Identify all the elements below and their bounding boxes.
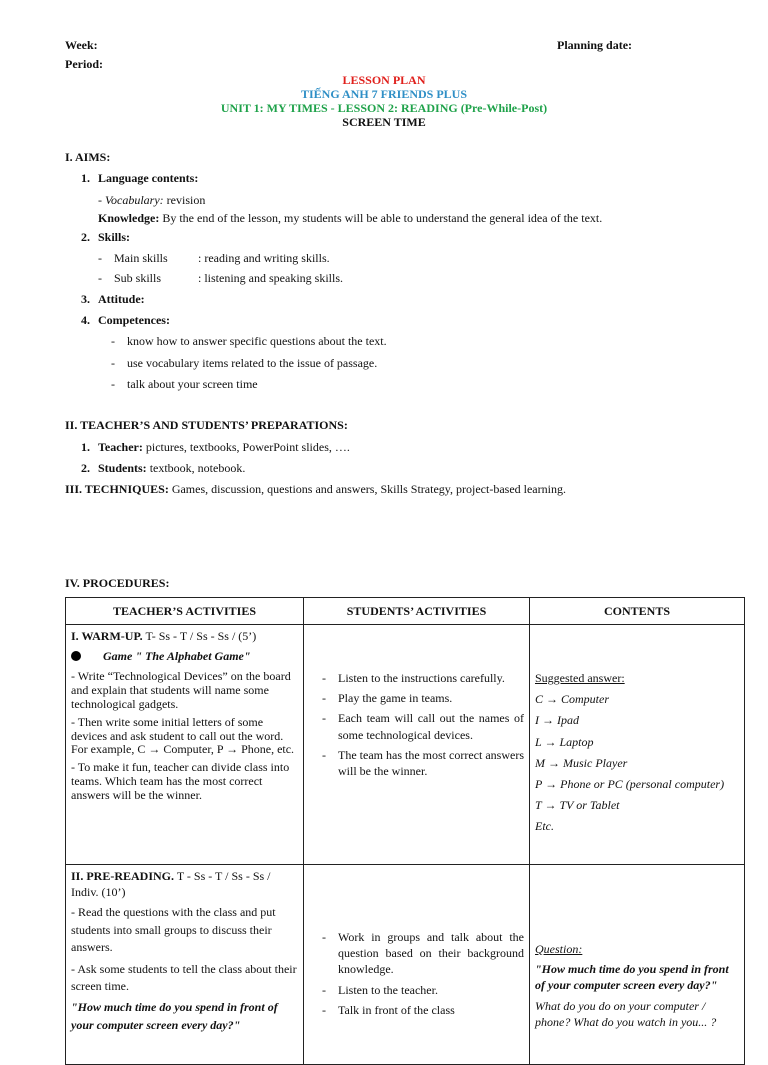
- bullet-icon: [71, 651, 81, 661]
- topic-title: SCREEN TIME: [342, 115, 426, 129]
- list-item: - Listen to the teacher.: [322, 982, 438, 997]
- aims-item-attitude: 3. Attitude:: [81, 292, 145, 306]
- column-header-students: STUDENTS’ ACTIVITIES: [304, 598, 530, 625]
- list-item: - The team has the most correct answers will be the winner.: [322, 747, 524, 778]
- warmup-title: I. WARM-UP. T- Ss - T / Ss - Ss / (5’): [71, 629, 257, 643]
- skill-main: - Main skills : reading and writing skills.: [98, 251, 330, 265]
- prereading-teacher-question: "How much time do you spend in front of your computer screen every day?": [71, 1000, 278, 1032]
- list-item: - Each team will call out the names of some technological devices.: [322, 711, 524, 742]
- answer-item: C → Computer: [535, 692, 610, 707]
- warmup-teacher-step: - Write “Technological Devices” on the board and explain that students will name some technological gadgets.: [71, 669, 291, 711]
- prereading-teacher-cell: [66, 865, 304, 1065]
- warmup-teacher-cell: [66, 625, 304, 865]
- answer-item: P → Phone or PC (personal computer): [535, 776, 725, 791]
- skill-sub: - Sub skills : listening and speaking skills.: [98, 271, 343, 285]
- preparations-heading: II. TEACHER’S AND STUDENTS’ PREPARATIONS:: [65, 418, 348, 432]
- unit-title: UNIT 1: MY TIMES - LESSON 2: READING (Pre-While-Post): [220, 101, 548, 115]
- procedures-table: [65, 597, 745, 1065]
- warmup-teacher-step: - Then write some initial letters of some devices and ask student to call out the word. For example, C → Computer, P → Phone, etc.: [71, 714, 295, 757]
- warmup-contents-cell: [530, 625, 745, 865]
- prep-students: 2. Students: textbook, notebook.: [81, 461, 246, 475]
- competence-item: - use vocabulary items related to the issue of passage.: [111, 356, 378, 370]
- suggested-answer-label: Suggested answer:: [535, 671, 625, 685]
- aims-item-language: 1. Language contents:: [81, 171, 199, 185]
- vocabulary-line: - Vocabulary: revision: [98, 193, 206, 207]
- question-label: Question:: [535, 942, 583, 956]
- warmup-game: Game " The Alphabet Game": [71, 648, 298, 664]
- period-label: Period:: [65, 57, 103, 71]
- prep-teacher: 1. Teacher: pictures, textbooks, PowerPoint slides, ….: [81, 440, 350, 454]
- list-item: - Work in groups and talk about the question based on their background knowledge.: [322, 930, 524, 977]
- knowledge-line: Knowledge: By the end of the lesson, my students will be able to understand the general idea of the text.: [98, 211, 603, 225]
- answer-item: I → Ipad: [535, 713, 579, 728]
- list-item: - Talk in front of the class: [322, 1002, 455, 1017]
- course-title: TIẾNG ANH 7 FRIENDS PLUS: [300, 87, 468, 101]
- prereading-teacher-step: - Read the questions with the class and put students into small groups to discuss their answers.: [71, 905, 276, 955]
- prereading-students-cell: [304, 865, 530, 1065]
- aims-heading: I. AIMS:: [65, 150, 111, 164]
- list-item: - Play the game in teams.: [322, 691, 453, 706]
- contents-question: "How much time do you spend in front of your computer screen every day?": [535, 962, 729, 993]
- aims-item-competences: 4. Competences:: [81, 313, 170, 327]
- procedures-heading: IV. PROCEDURES:: [65, 576, 170, 590]
- prereading-title: II. PRE-READING. T - Ss - T / Ss - Ss / Indiv. (10’): [71, 869, 271, 900]
- competence-item: - know how to answer specific questions about the text.: [111, 334, 387, 348]
- contents-followup: What do you do on your computer / phone? What do you watch in you... ?: [535, 998, 717, 1029]
- lesson-plan-title: LESSON PLAN: [342, 73, 426, 87]
- column-header-contents: CONTENTS: [530, 598, 745, 625]
- prereading-contents-cell: [530, 865, 745, 1065]
- table-row-prereading: [66, 865, 745, 1065]
- answer-item: T → TV or Tablet: [535, 798, 620, 813]
- list-item: - Listen to the instructions carefully.: [322, 671, 505, 685]
- table-row-warmup: [66, 625, 745, 865]
- aims-item-skills: 2. Skills:: [81, 230, 131, 244]
- techniques-line: III. TECHNIQUES: Games, discussion, questions and answers, Skills Strategy, project-based learning.: [65, 482, 566, 496]
- planning-date-label: Planning date:: [557, 38, 633, 52]
- competence-item: - talk about your screen time: [111, 377, 258, 391]
- week-label: Week:: [65, 38, 98, 52]
- warmup-teacher-step: - To make it fun, teacher can divide class into teams. Which team has the most correct answers will be the winner.: [71, 760, 290, 802]
- warmup-students-cell: [304, 625, 530, 865]
- answer-item: Etc.: [535, 819, 554, 834]
- column-header-teacher: TEACHER’S ACTIVITIES: [66, 598, 304, 625]
- table-header-row: [66, 598, 745, 625]
- answer-item: M → Music Player: [535, 755, 628, 770]
- answer-item: L → Laptop: [535, 734, 594, 749]
- prereading-teacher-step: - Ask some students to tell the class about their screen time.: [71, 961, 297, 993]
